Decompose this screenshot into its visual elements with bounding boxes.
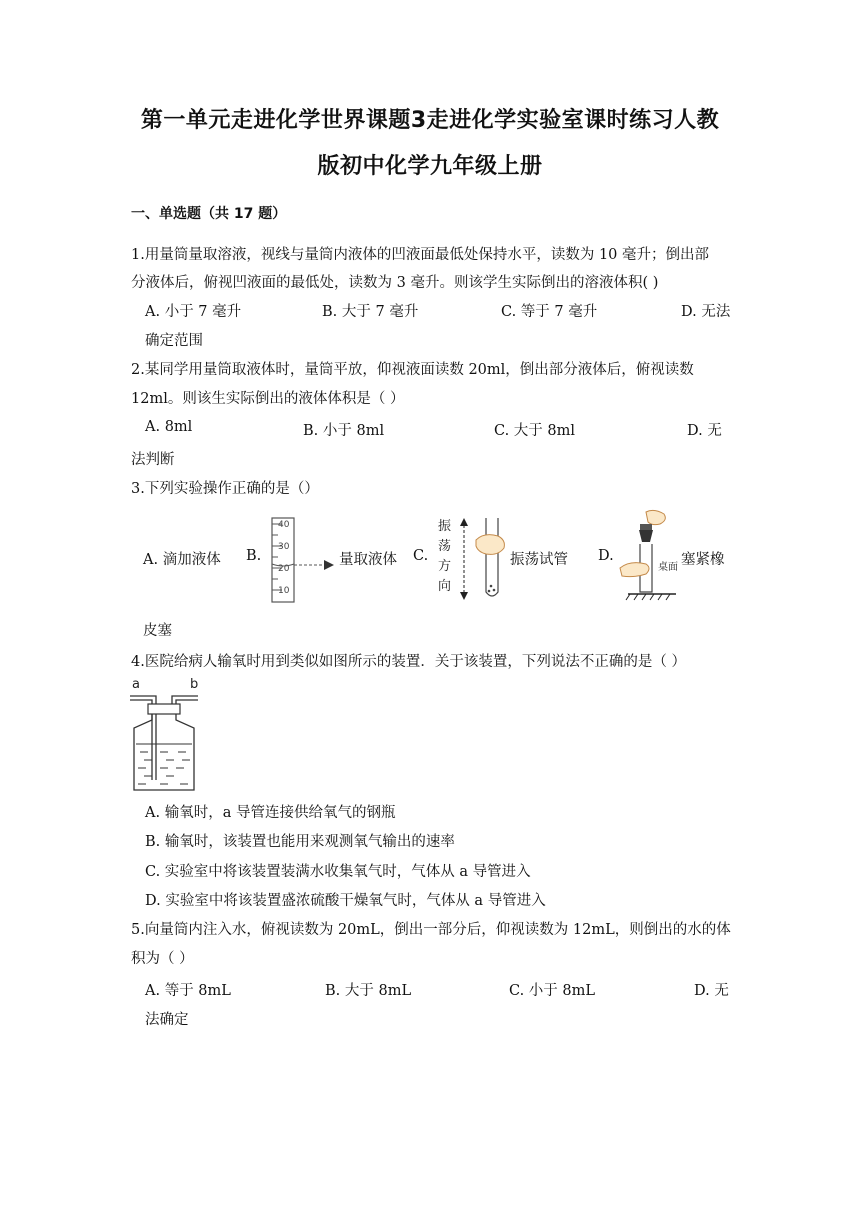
q3-option-d-letter: D.	[598, 548, 614, 564]
q3-option-d-text: 塞紧橡	[681, 552, 725, 568]
table-label: 桌面	[658, 562, 678, 573]
shake-char-1: 振	[438, 519, 452, 534]
shake-char-2: 荡	[438, 539, 452, 554]
q5-option-a: A. 等于 8mL	[145, 983, 231, 999]
q3-option-c-text: 振荡试管	[510, 552, 568, 568]
q3-stem: 3.下列实验操作正确的是（）	[131, 481, 319, 497]
q1-stem-line-2: 分液体后，俯视凹液面的最低处，读数为 3 毫升。则该学生实际倒出的溶液体积( )	[131, 275, 659, 291]
q4-option-b: B. 输氧时，该装置也能用来观测氧气输出的速率	[145, 834, 455, 850]
q1-option-a: A. 小于 7 毫升	[145, 304, 242, 320]
q2-option-a: A. 8ml	[145, 419, 193, 435]
stopper-insertion-figure	[616, 508, 680, 606]
upper-hand-icon	[646, 510, 665, 524]
rubber-stopper-icon	[639, 530, 653, 542]
gas-washing-bottle-figure	[126, 674, 202, 796]
eye-icon	[324, 560, 334, 570]
q4-option-a: A. 输氧时，a 导管连接供给氧气的钢瓶	[145, 805, 396, 821]
q3-option-c-letter: C.	[413, 548, 429, 564]
q1-option-d-wrap: 确定范围	[145, 333, 203, 349]
q5-stem-line-2: 积为（ ）	[131, 951, 194, 967]
section-heading: 一、单选题（共 17 题）	[131, 206, 287, 222]
q3-option-d-wrap: 皮塞	[143, 623, 172, 639]
cylinder-tick-20: 20	[278, 564, 290, 574]
shake-char-4: 向	[438, 579, 452, 594]
document-title	[120, 98, 740, 190]
hand-icon	[476, 535, 504, 555]
q5-option-d-wrap: 法确定	[145, 1012, 189, 1028]
shake-test-tube-figure	[432, 514, 508, 606]
graduated-cylinder-figure	[268, 516, 340, 604]
q4-option-d: D. 实验室中将该装置盛浓硫酸干燥氧气时，气体从 a 导管进入	[145, 893, 546, 909]
title-line-2: 版初中化学九年级上册	[317, 154, 543, 179]
q1-option-d: D. 无法	[681, 304, 731, 320]
cylinder-tick-30: 30	[278, 542, 290, 552]
q3-option-b-letter: B.	[246, 548, 262, 564]
q1-option-c: C. 等于 7 毫升	[501, 304, 598, 320]
q5-option-b: B. 大于 8mL	[325, 983, 412, 999]
shake-char-3: 方	[438, 559, 452, 574]
q5-stem-line-1: 5.向量筒内注入水，俯视读数为 20mL，倒出一部分后，仰视读数为 12mL，则倒出的水的体	[131, 922, 731, 938]
q2-stem-line-1: 2.某同学用量筒取液体时，量筒平放，仰视液面读数 20ml，倒出部分液体后，俯视读数	[131, 362, 694, 378]
q2-option-b: B. 小于 8ml	[303, 423, 385, 439]
q5-option-d: D. 无	[694, 983, 729, 999]
tube-a-label: a	[132, 677, 140, 692]
q2-option-d: D. 无	[687, 423, 722, 439]
lower-hand-icon	[620, 563, 649, 577]
q5-option-c: C. 小于 8mL	[509, 983, 596, 999]
q4-stem: 4.医院给病人输氧时用到类似如图所示的装置．关于该装置，下列说法不正确的是（ ）	[131, 654, 686, 670]
q1-option-b: B. 大于 7 毫升	[322, 304, 419, 320]
cylinder-tick-40: 40	[278, 520, 290, 530]
q3-option-b-text: 量取液体	[339, 552, 397, 568]
q2-option-d-wrap: 法判断	[131, 452, 175, 468]
q3-option-a: A. 滴加液体	[143, 552, 221, 568]
q1-stem-line-1: 1.用量筒量取溶液，视线与量筒内液体的凹液面最低处保持水平，读数为 10 毫升；倒出部	[131, 247, 709, 263]
q2-option-c: C. 大于 8ml	[494, 423, 576, 439]
q4-option-c: C. 实验室中将该装置装满水收集氧气时，气体从 a 导管进入	[145, 864, 531, 880]
title-line-1: 第一单元走进化学世界课题3走进化学实验室课时练习人教	[140, 108, 720, 133]
q2-stem-line-2: 12ml。则该生实际倒出的液体体积是（ ）	[131, 391, 405, 407]
tube-b-label: b	[190, 677, 199, 692]
cylinder-tick-10: 10	[278, 586, 290, 596]
